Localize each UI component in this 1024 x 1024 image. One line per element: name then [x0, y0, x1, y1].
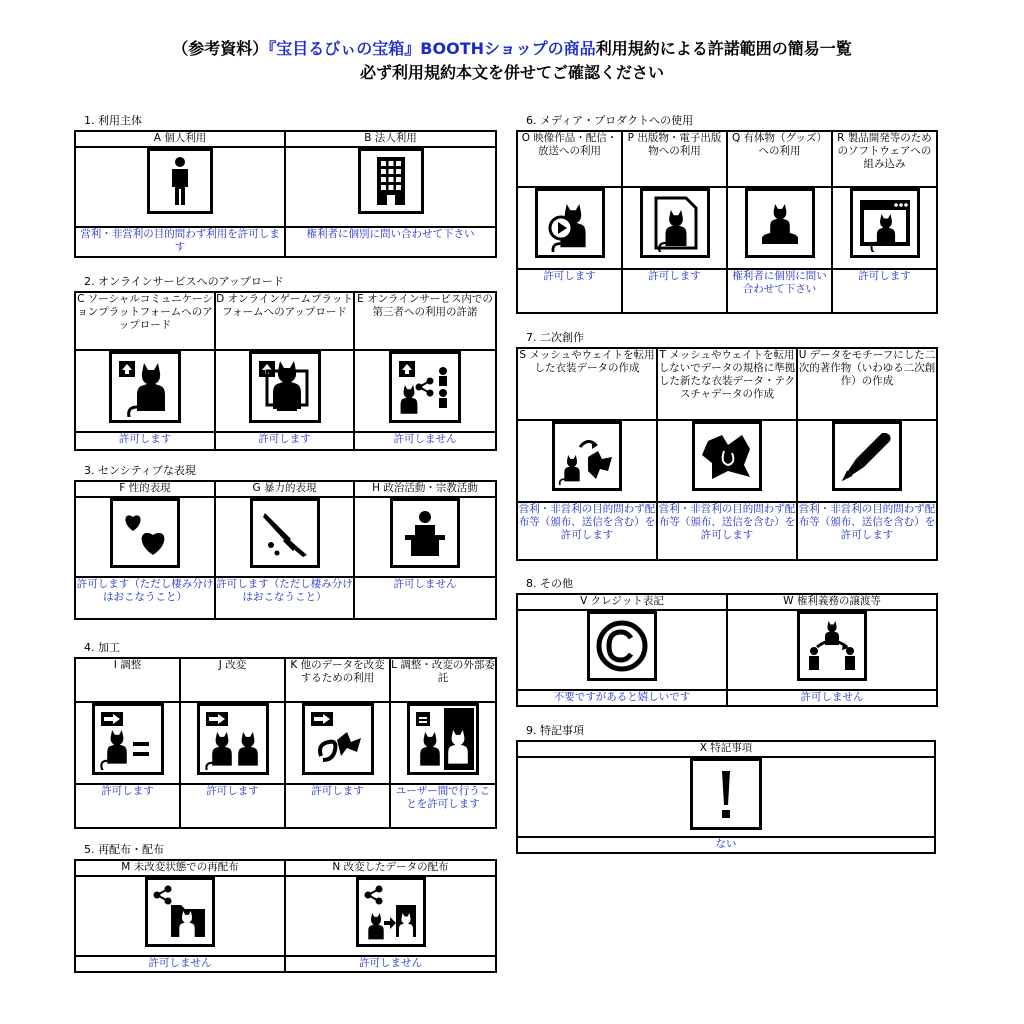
section-title: 8. その他	[526, 577, 573, 590]
section-derivative	[516, 331, 938, 561]
status-text: 許可します	[180, 784, 285, 828]
section-title: 3. センシティブな表現	[84, 464, 196, 477]
upload-monitor-cat-icon	[249, 351, 321, 423]
section-other	[516, 577, 938, 707]
pen-nib-icon	[832, 421, 902, 491]
section-title: 2. オンラインサービスへのアップロード	[84, 275, 284, 288]
item-label: V クレジット表記	[517, 594, 727, 610]
section-media	[516, 114, 938, 314]
item-label: U データをモチーフにした二次的著作物（いわゆる二次創作）の作成	[797, 348, 937, 420]
section-title: 5. 再配布・配布	[84, 843, 164, 856]
item-label: O 映像作品・配信・放送への利用	[517, 131, 622, 187]
upload-cat-icon	[109, 351, 181, 423]
status-text: 許可しません	[727, 690, 937, 706]
copyright-icon	[587, 611, 657, 681]
item-label: L 調整・改変の外部委託	[390, 658, 496, 702]
title-suffix: 利用規約による許諾範囲の簡易一覧	[595, 39, 852, 58]
status-text: ない	[517, 837, 935, 853]
item-label: I 調整	[75, 658, 180, 702]
status-text: 営利・非営利の目的問わず配布等（頒布、送信を含む）を許可します	[797, 502, 937, 560]
item-label: G 暴力的表現	[215, 481, 354, 497]
adjust-cat-icon	[92, 703, 164, 775]
section-title: 6. メディア・プロダクトへの使用	[526, 114, 694, 127]
section-title: 4. 加工	[84, 641, 120, 654]
cat-to-other-icon	[302, 703, 374, 775]
item-label: W 権利義務の譲渡等	[727, 594, 937, 610]
item-label: D オンラインゲームプラットフォームへのアップロード	[215, 292, 354, 350]
item-label: J 改変	[180, 658, 285, 702]
page-subtitle: 必ず利用規約本文を併せてご確認ください	[359, 63, 664, 82]
status-text: 許可します（ただし棲み分けはおこなうこと）	[215, 577, 354, 619]
building-icon	[358, 148, 424, 214]
share-folder-icon	[145, 877, 215, 947]
transfer-icon	[797, 611, 867, 681]
status-text: 営利・非営利の目的問わず配布等（頒布、送信を含む）を許可します	[517, 502, 657, 560]
section-usage-subject	[74, 114, 497, 258]
item-label: H 政治活動・宗教活動	[354, 481, 496, 497]
section-online-upload	[74, 275, 497, 451]
document-cat-icon	[640, 188, 710, 258]
figure-cat-icon	[745, 188, 815, 258]
title-prefix: （参考資料）	[172, 39, 269, 58]
modify-cat-icon	[197, 703, 269, 775]
status-text: 許可します	[622, 269, 727, 313]
share-cat-icon	[389, 351, 461, 423]
status-text: 許可します	[215, 432, 354, 450]
item-label: K 他のデータを改変するための利用	[285, 658, 390, 702]
status-text: 許可します	[285, 784, 390, 828]
section-title: 9. 特記事項	[526, 724, 584, 737]
person-icon	[147, 148, 213, 214]
status-text: 許可します（ただし棲み分けはおこなうこと）	[75, 577, 215, 619]
cat-to-clothes-icon	[552, 421, 622, 491]
item-label: S メッシュやウェイトを転用した衣装データの作成	[517, 348, 657, 420]
status-text: 許可しません	[285, 956, 496, 972]
section-title: 7. 二次創作	[526, 331, 584, 344]
item-label: X 特記事項	[517, 741, 935, 757]
status-text: 営利・非営利の目的問わず利用を許可します	[75, 227, 285, 257]
status-text: 不要ですがあると嬉しいです	[517, 690, 727, 706]
item-label: A 個人利用	[75, 131, 285, 147]
title-shop-name[interactable]: 『宝目るびぃの宝箱』BOOTHショップの商品	[268, 39, 596, 58]
item-label: C ソーシャルコミュニケーションプラットフォームへのアップロード	[75, 292, 215, 350]
item-label: B 法人利用	[285, 131, 496, 147]
item-label: N 改変したデータの配布	[285, 860, 496, 876]
status-text: 許可します	[832, 269, 937, 313]
status-text: 許可しません	[75, 956, 285, 972]
status-text: 営利・非営利の目的問わず配布等（頒布、送信を含む）を許可します	[657, 502, 797, 560]
hearts-icon	[110, 498, 180, 568]
item-label: P 出版物・電子出版物への利用	[622, 131, 727, 187]
section-title: 1. 利用主体	[84, 114, 142, 127]
item-label: T メッシュやウェイトを転用しないでデータの規格に準拠した新たな衣装データ・テクスチャデータの作成	[657, 348, 797, 420]
page-title	[0, 38, 1024, 60]
status-text: 許可しません	[354, 432, 496, 450]
podium-icon	[390, 498, 460, 568]
item-label: E オンラインサービス内での第三者への利用の許諾	[354, 292, 496, 350]
share-modified-icon	[356, 877, 426, 947]
status-text: 権利者に個別に問い合わせて下さい	[285, 227, 496, 257]
item-label: Q 有体物（グッズ）への利用	[727, 131, 832, 187]
video-cat-icon	[535, 188, 605, 258]
software-cat-icon	[850, 188, 920, 258]
section-sensitive	[74, 464, 497, 620]
item-label: M 未改変状態での再配布	[75, 860, 285, 876]
outsource-icon	[407, 703, 479, 775]
section-special-notes	[516, 724, 936, 854]
status-text: 許可します	[75, 784, 180, 828]
status-text: ユーザー間で行うことを許可します	[390, 784, 496, 828]
knife-icon	[250, 498, 320, 568]
status-text: 許可します	[75, 432, 215, 450]
status-text: 許可しません	[354, 577, 496, 619]
status-text: 許可します	[517, 269, 622, 313]
clothes-icon	[692, 421, 762, 491]
section-redistribution	[74, 843, 497, 973]
section-processing	[74, 641, 497, 829]
exclamation-icon	[690, 758, 762, 830]
item-label: R 製品開発等のためのソフトウェアへの組み込み	[832, 131, 937, 187]
item-label: F 性的表現	[75, 481, 215, 497]
status-text: 権利者に個別に問い合わせて下さい	[727, 269, 832, 313]
